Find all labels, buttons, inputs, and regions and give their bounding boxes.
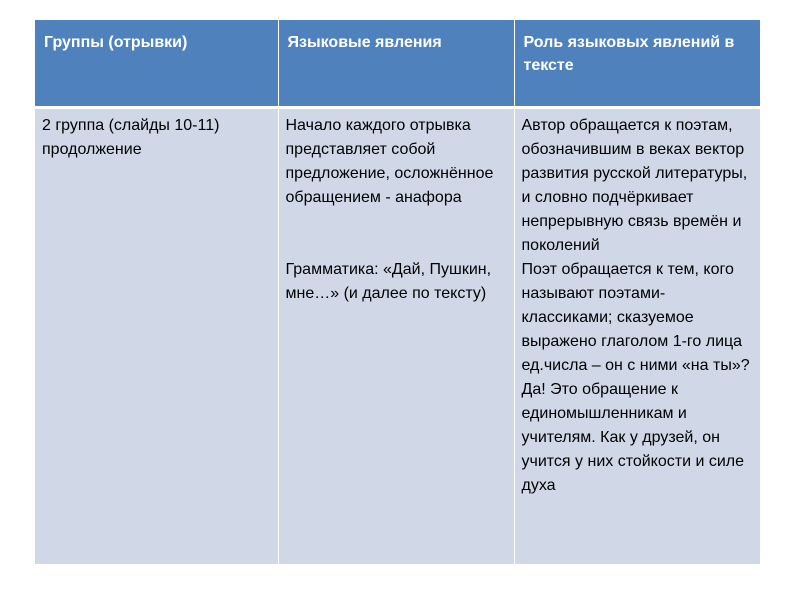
table-row [35,107,760,564]
paragraph-gap [286,210,507,258]
phenomena-anaphora: Начало каждого отрывка представляет собой предложение, осложнённое обращением - анафора [285,116,494,206]
cell-phenomena [278,107,514,564]
header-row [35,20,760,107]
cell-role [514,107,760,564]
analysis-table [35,20,760,564]
group-text: 2 группа (слайды 10-11) продолжение [42,116,220,158]
header-groups: Группы (отрывки) [35,20,278,107]
header-language-phenomena: Языковые явления [278,20,514,107]
role-paragraph-2: Поэт обращается к тем, кого называют поэтами-классиками; сказуемое выражено глаголом 1-го лица ед.числа – он с ними «на ты»? Да! Это обращение к единомышленникам и учителям. Как у друзей, он учится у них стойкости и силе духа [521,260,750,494]
cell-group [35,107,278,564]
header-role-in-text: Роль языковых явлений в тексте [514,20,760,107]
phenomena-grammar: Грамматика: «Дай, Пушкин, мне…» (и далее по тексту) [285,260,492,302]
role-paragraph-1: Автор обращается к поэтам, обозначившим в веках вектор развития русской литературы, и словно подчёркивает непрерывную связь времён и поколений [521,116,748,254]
